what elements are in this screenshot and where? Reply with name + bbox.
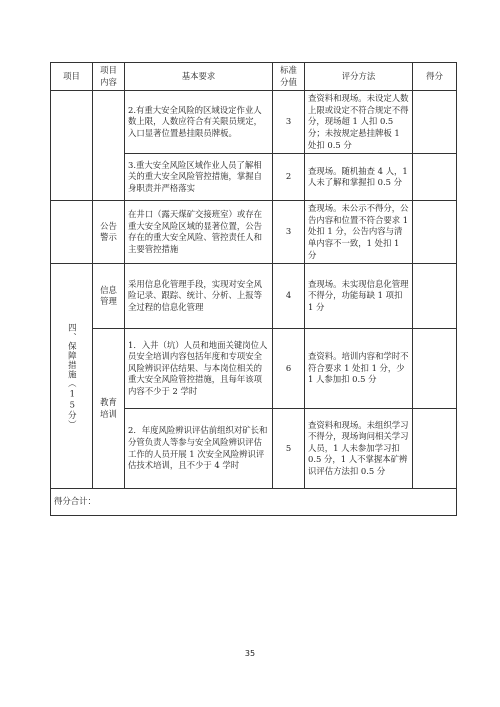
requirement-cell: 1．入井（坑）人员和地面关键岗位人员安全培训内容包括年度和专项安全风险辨识评估结果、与本岗位相关的重大安全风险管控措施，且每年该项内容不少于 2 学时 [125,329,273,409]
score-cell[interactable] [413,91,457,154]
item-cell-empty [51,91,93,201]
method-cell: 查资料和现场。未设定人数上限或设定不符合规定不得分，现场超 1 人扣 0.5 分；未按规定悬挂牌板 1 处扣 0.5 分 [305,91,413,154]
method-cell: 查现场。随机抽查 4 人，1 人未了解和掌握扣 0.5 分 [305,154,413,201]
score-cell[interactable] [413,264,457,329]
requirement-cell: 2.有重大安全风险的区域设定作业人数上限，人数应符合有关限员规定，入口显著位置悬挂限员牌板。 [125,91,273,154]
evaluation-table [50,62,457,516]
item-cell-empty [51,201,93,264]
standard-score-cell: 2 [273,154,305,201]
standard-score-cell: 3 [273,201,305,264]
standard-score-cell: 6 [273,329,305,409]
method-cell: 查现场。未公示不得分，公告内容和位置不符合要求 1 处扣 1 分，公告内容与清单内容不一致，1 处扣 1 分 [305,201,413,264]
section-cell [51,264,93,489]
method-cell: 查资料。培训内容和学时不符合要求 1 处扣 1 分，少 1 人参加扣 0.5 分 [305,329,413,409]
standard-score-cell: 3 [273,91,305,154]
table-row [51,264,457,329]
total-row [51,489,457,516]
content-cell: 信息管理 [93,264,125,329]
score-cell[interactable] [413,201,457,264]
header-standard-score: 标准分值 [273,63,305,91]
requirement-cell: 2．年度风险辨识评估前组织对矿长和分管负责人等参与安全风险辨识评估工作的人员开展 1 次安全风险辨识评估技术培训，且不少于 4 学时 [125,409,273,489]
table-row [51,201,457,264]
header-score: 得分 [413,63,457,91]
score-cell[interactable] [413,409,457,489]
content-cell-empty [93,91,125,201]
total-label: 得分合计： [51,489,457,516]
standard-score-cell: 5 [273,409,305,489]
method-cell: 查资料和现场。未组织学习不得分，现场询问相关学习人员，1 人未参加学习扣 0.5 分，1 人不掌握本矿辨识评估方法扣 0.5 分 [305,409,413,489]
table-row [51,329,457,409]
header-item: 项目 [51,63,93,91]
content-cell: 教育培训 [93,329,125,489]
header-content: 项目内容 [93,63,125,91]
section-title: 四、保障措施（15分） [67,322,78,430]
header-requirement: 基本要求 [125,63,273,91]
header-row [51,63,457,91]
page-number: 35 [244,649,256,658]
score-cell[interactable] [413,154,457,201]
method-cell: 查现场。未实现信息化管理不得分，功能每缺 1 项扣 1 分 [305,264,413,329]
requirement-cell: 在井口（露天煤矿交接班室）或存在重大安全风险区域的显著位置，公告存在的重大安全风险、管控责任人和主要管控措施 [125,201,273,264]
content-cell: 公告警示 [93,201,125,264]
score-cell[interactable] [413,329,457,409]
header-method: 评分方法 [305,63,413,91]
standard-score-cell: 4 [273,264,305,329]
requirement-cell: 采用信息化管理手段，实现对安全风险记录、跟踪、统计、分析、上报等全过程的信息化管理 [125,264,273,329]
requirement-cell: 3.重大安全风险区域作业人员了解相关的重大安全风险管控措施，掌握自身职责并严格落实 [125,154,273,201]
table-row [51,91,457,154]
